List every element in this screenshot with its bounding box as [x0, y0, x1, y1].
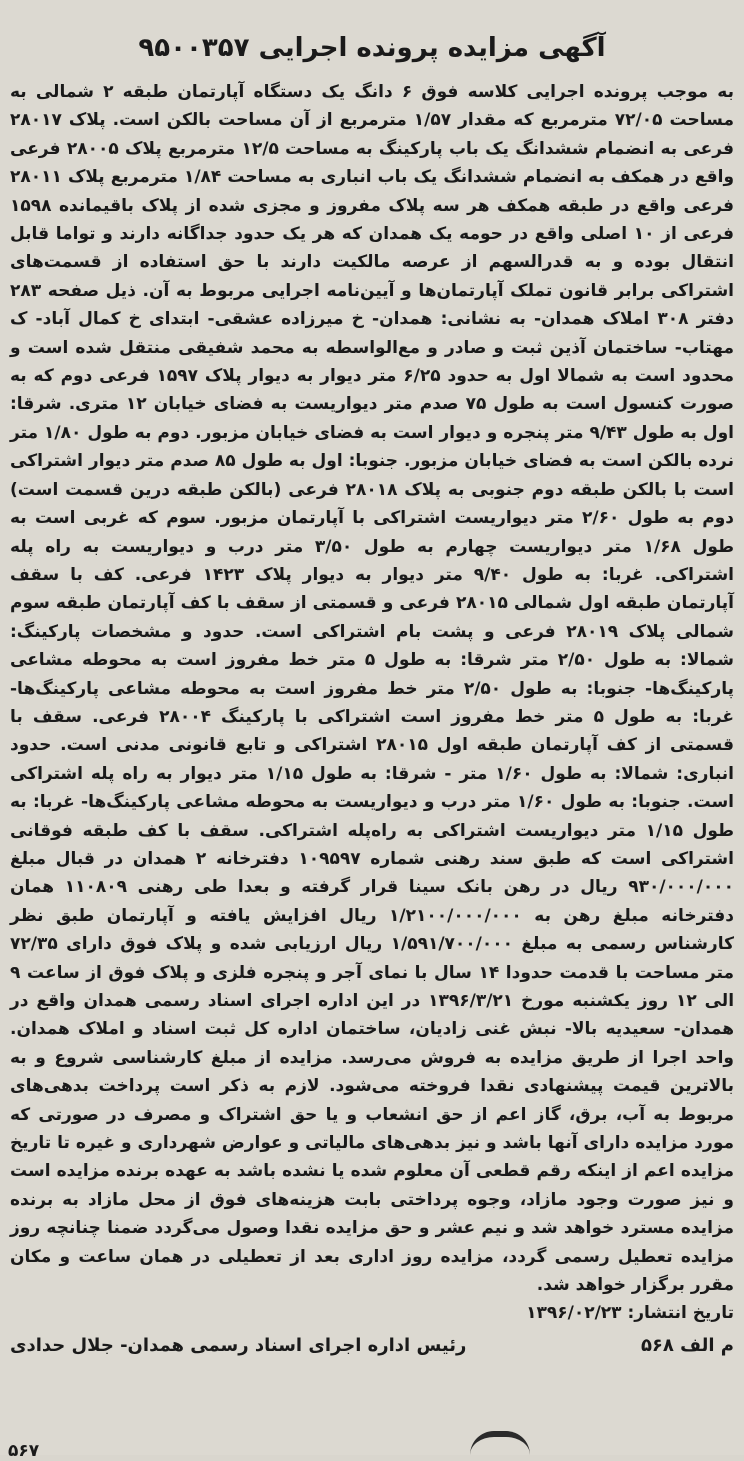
notice-code: م الف ۵۶۸: [640, 1335, 734, 1357]
notice-footer: [10, 1329, 734, 1363]
signature-line: رئیس اداره اجرای اسناد رسمی همدان- جلال حدادی: [10, 1335, 467, 1357]
next-notice-number-fragment: ۵۶۷: [8, 1441, 40, 1461]
notice-body: به موجب پرونده اجرایی کلاسه فوق ۶ دانگ یک دستگاه آپارتمان طبقه ۲ شمالی به مساحت ۷۲/۰۵ مترمربع که مقدار ۱/۵۷ مترمربع از آن مساحت بالکن است. پلاک ۲۸۰۱۷ فرعی به انضمام ششدانگ یک باب پارکینگ به مساحت ۱۲/۵ مترمربع پلاک ۲۸۰۰۵ فرعی واقع در همکف به انضمام ششدانگ یک باب انباری به مساحت ۱/۸۴ مترمربع پلاک ۲۸۰۱۱ فرعی واقع در طبقه همکف هر سه پلاک مفروز و مجزی شده از پلاک باقیمانده ۱۵۹۸ فرعی از ۱۰ اصلی واقع در حومه یک همدان که هر یک حدود جداگانه دارند و تواما قابل انتقال بوده و به قدرالسهم از عرصه مالکیت دارند با حق استفاده از قسمت‌های اشتراکی برابر قانون تملک آپارتمان‌ها و آیین‌نامه اجرایی مربوط به آن. ذیل صفحه ۲۸۳ دفتر ۳۰۸ املاک همدان- به نشانی: همدان- خ میرزاده عشقی- ابتدای خ کمال آباد- ک مهتاب- ساختمان آذین ثبت و صادر و مع‌الواسطه به محمد شفیقی منتقل شده است و محدود است به شمالا اول به حدود ۶/۲۵ متر دیوار به دیوار پلاک ۱۵۹۷ فرعی دوم که به صورت کنسول است به طول ۷۵ صدم متر دیواریست به فضای خیابان ۱۲ متری. شرقا: اول به طول ۹/۴۳ متر پنجره و دیوار است به فضای خیابان مزبور. دوم به طول ۱/۸۰ متر نرده بالکن است به فضای خیابان مزبور. جنوبا: اول به طول ۸۵ صدم متر دیوار اشتراکی است با بالکن طبقه دوم جنوبی به پلاک ۲۸۰۱۸ فرعی (بالکن طبقه درین قسمت است) دوم به طول ۲/۶۰ متر دیواریست اشتراکی با آپارتمان مزبور. سوم که غربی است به طول ۱/۶۸ متر دیواریست چهارم به طول ۳/۵۰ متر درب و دیواریست به راه پله اشتراکی. غربا: به طول ۹/۴۰ متر دیوار به دیوار پلاک ۱۴۲۳ فرعی. کف با سقف آپارتمان طبقه اول شمالی ۲۸۰۱۵ فرعی و قسمتی از سقف با کف آپارتمان طبقه سوم شمالی پلاک ۲۸۰۱۹ فرعی و پشت بام اشتراکی است. حدود و مشخصات پارکینگ: شمالا: به طول ۲/۵۰ متر شرقا: به طول ۵ متر خط مفروز است به محوطه مشاعی پارکینگ‌ها- جنوبا: به طول ۲/۵۰ متر خط مفروز است به محوطه مشاعی پارکینگ‌ها- غربا: به طول ۵ متر خط مفروز است اشتراکی با پارکینگ ۲۸۰۰۴ فرعی. سقف با قسمتی از کف آپارتمان طبقه اول ۲۸۰۱۵ اشتراکی و تابع قانونی مدنی است. حدود انباری: شمالا: به طول ۱/۶۰ متر - شرقا: به طول ۱/۱۵ متر دیوار به راه پله اشتراکی است. جنوبا: به طول ۱/۶۰ متر درب و دیواریست به محوطه مشاعی پارکینگ‌ها- غربا: به طول ۱/۱۵ متر دیواریست اشتراکی به راه‌پله اشتراکی. سقف با کف طبقه فوقانی اشتراکی است که طبق سند رهنی شماره ۱۰۹۵۹۷ دفترخانه ۲ همدان در قبال مبلغ ۹۳۰/۰۰۰/۰۰۰ ریال در رهن بانک سینا قرار گرفته و بعدا طی رهنی ۱۱۰۸۰۹ همان دفترخانه مبلغ رهن به ۱/۲۱۰۰/۰۰۰/۰۰۰ ریال افزایش یافته و آپارتمان طبق نظر کارشناس رسمی به مبلغ ۱/۵۹۱/۷۰۰/۰۰۰ ریال ارزیابی شده و پلاک فوق دارای ۷۲/۳۵ متر مساحت با قدمت حدودا ۱۴ سال با نمای آجر و پنجره فلزی و پلاک فوق از ساعت ۹ الی ۱۲ روز یکشنبه مورخ ۱۳۹۶/۳/۲۱ در این اداره اجرای اسناد رسمی همدان واقع در همدان- سعیدیه بالا- نبش غنی زادیان، ساختمان اداره کل ثبت اسناد و املاک همدان. واحد اجرا از طریق مزایده به فروش می‌رسد. مزایده از مبلغ کارشناسی شروع و به بالاترین قیمت پیشنهادی نقدا فروخته می‌شود. لازم به ذکر است پرداخت بدهی‌های مربوط به آب، برق، گاز اعم از حق انشعاب و یا حق اشتراک و مصرف در صورتی که مورد مزایده دارای آنها باشد و نیز بدهی‌های مالیاتی و عوارض شهرداری و غیره تا تاریخ مزایده اعم از اینکه رقم قطعی آن معلوم شده یا نشده باشد به عهده برنده مزایده است و نیز صورت وجود مازاد، وجوه پرداختی بابت هزینه‌های فوق از محل مازاد به برنده مزایده مسترد خواهد شد و نیم عشر و حق مزایده نقدا وصول می‌گردد ضمنا چنانچه روز مزایده تعطیل رسمی گردد، مزایده روز اداری بعد از تعطیلی در همان ساعت و مکان مقرر برگزار خواهد شد.: [10, 82, 735, 1296]
notice-title: آگهی مزایده پرونده اجرایی ۹۵۰۰۳۵۷: [138, 33, 606, 63]
publish-date: تاریخ انتشار: ۱۳۹۶/۰۲/۲۳: [526, 1303, 734, 1324]
cut-off-graphic: [470, 1431, 530, 1455]
